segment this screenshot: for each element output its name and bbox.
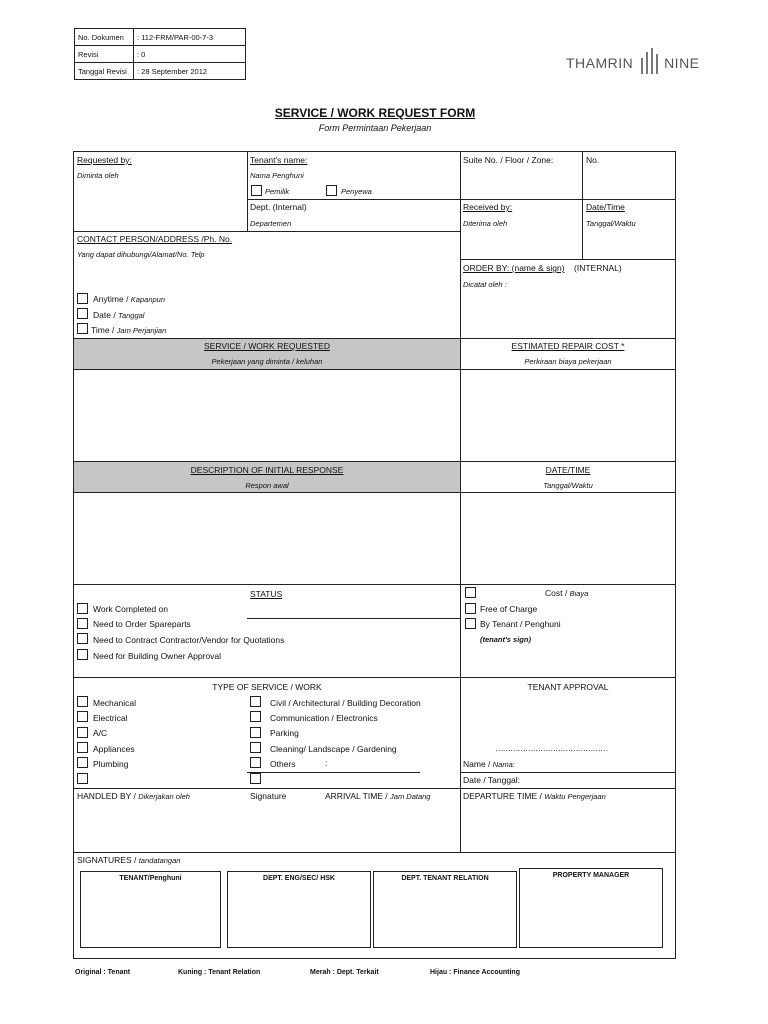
plumbing-checkbox[interactable] [77, 757, 88, 768]
contact-sub: Yang dapat dihubungi/Alamat/No. Telp [77, 250, 205, 259]
form-title: SERVICE / WORK REQUEST FORM [274, 106, 476, 120]
date-sub: Tanggal [118, 311, 145, 320]
parking-checkbox[interactable] [250, 727, 261, 738]
arrival-time-sub: Jam Datang [390, 792, 431, 801]
order-by-label [463, 263, 622, 273]
time-label [91, 325, 166, 335]
order-by-text: ORDER BY: (name & sign) [463, 263, 565, 273]
owner-approval-checkbox[interactable] [77, 649, 88, 660]
signature-box-property-manager-title: PROPERTY MANAGER [552, 872, 630, 879]
time-sub: Jam Perjanjian [116, 326, 167, 335]
signatures-text: SIGNATURES / [77, 855, 139, 865]
by-tenant-checkbox[interactable] [465, 618, 476, 629]
handled-by-label [77, 791, 190, 801]
owner-checkbox[interactable] [251, 185, 262, 196]
service-requested-sub: Pekerjaan yang diminta / keluhan [211, 357, 323, 366]
time-text: Time / [91, 325, 117, 335]
cost-sub: Biaya [569, 589, 589, 598]
signatures-sub: tandatangan [138, 856, 181, 865]
work-completed-checkbox[interactable] [77, 603, 88, 614]
time-checkbox[interactable] [77, 323, 88, 334]
cost-text: Cost / [545, 588, 570, 598]
mechanical-label: Mechanical [93, 698, 136, 708]
appliances-label: Appliances [93, 744, 135, 754]
free-of-charge-checkbox[interactable] [465, 603, 476, 614]
order-by-sub: Dicatat oleh : [463, 280, 507, 289]
signature-box-tenant-relation[interactable] [373, 871, 517, 948]
signatures-label [77, 855, 180, 865]
civil-checkbox[interactable] [250, 696, 261, 707]
blank-left-checkbox[interactable] [77, 773, 88, 784]
anytime-text: Anytime / [93, 294, 131, 304]
others-colon: : [325, 758, 328, 768]
cleaning-checkbox[interactable] [250, 742, 261, 753]
electrical-checkbox[interactable] [77, 711, 88, 722]
estimated-cost-header: ESTIMATED REPAIR COST * [511, 341, 625, 351]
contract-vendor-label: Need to Contract Contractor/Vendor for Quotations [93, 635, 285, 645]
logo-text-left: THAMRIN [566, 55, 634, 71]
requested-by-label: Requested by: [77, 155, 132, 165]
order-by-internal: (INTERNAL) [574, 263, 622, 273]
status-title: STATUS [250, 589, 283, 599]
ac-checkbox[interactable] [77, 727, 88, 738]
signature-label: Signature [250, 791, 287, 801]
received-by-sub: Diterima oleh [463, 219, 508, 228]
civil-label: Civil / Architectural / Building Decoration [270, 698, 421, 708]
signature-box-eng[interactable] [227, 871, 371, 948]
others-checkbox[interactable] [250, 757, 261, 768]
blank-right-checkbox[interactable] [250, 773, 261, 784]
electrical-label: Electrical [93, 713, 128, 723]
approval-date-label: Date / Tanggal: [463, 775, 521, 785]
signature-box-tenant-relation-title: DEPT. TENANT RELATION [401, 875, 489, 882]
service-requested-header: SERVICE / WORK REQUESTED [204, 341, 330, 351]
contact-label: CONTACT PERSON/ADDRESS /Ph. No. [77, 234, 233, 244]
appliances-checkbox[interactable] [77, 742, 88, 753]
anytime-sub: Kapanpun [130, 295, 165, 304]
signature-box-tenant[interactable] [80, 871, 221, 948]
communication-checkbox[interactable] [250, 711, 261, 722]
response-datetime-sub: Tanggal/Waktu [543, 481, 593, 490]
document-info-table [74, 28, 246, 80]
initial-response-header: DESCRIPTION OF INITIAL RESPONSE [190, 465, 344, 475]
initial-response-sub: Respon awal [245, 481, 289, 490]
doc-info-row [75, 63, 246, 80]
contract-vendor-checkbox[interactable] [77, 633, 88, 644]
doc-info-row [75, 29, 246, 46]
datetime-label: Date/Time [586, 202, 625, 212]
approval-name-text: Name / [463, 759, 493, 769]
owner-approval-label: Need for Building Owner Approval [93, 651, 222, 661]
suite-label: Suite No. / Floor / Zone: [463, 155, 554, 165]
free-of-charge-label: Free of Charge [480, 604, 538, 614]
plumbing-label: Plumbing [93, 759, 129, 769]
revision-value: : 0 [134, 46, 246, 63]
anytime-label [93, 294, 165, 304]
type-of-service-title: TYPE OF SERVICE / WORK [212, 682, 322, 692]
suite-number-label: No. [586, 155, 600, 165]
revision-date-value: : 28 September 2012 [134, 63, 246, 80]
footer-hijau: Hijau : Finance Accounting [430, 969, 520, 976]
signature-box-eng-title: DEPT. ENG/SEC/ HSK [263, 875, 335, 882]
renter-label: Penyewa [341, 187, 372, 196]
arrival-time-label [325, 791, 430, 801]
revision-label: Revisi [75, 46, 134, 63]
by-tenant-label: By Tenant / Penghuni [480, 619, 561, 629]
doc-number-label: No. Dokumen [75, 29, 134, 46]
signature-box-property-manager[interactable] [519, 868, 663, 948]
date-label [93, 310, 144, 320]
cleaning-label: Cleaning/ Landscape / Gardening [270, 744, 397, 754]
owner-label: Pemilik [265, 187, 290, 196]
tenant-name-sub: Nama Penghuni [250, 171, 304, 180]
form-subtitle: Form Permintaan Pekerjaan [318, 123, 432, 133]
date-text: Date / [93, 310, 119, 320]
parking-label: Parking [270, 728, 299, 738]
others-label: Others [270, 759, 296, 769]
mechanical-checkbox[interactable] [77, 696, 88, 707]
anytime-checkbox[interactable] [77, 293, 88, 304]
tenant-name-label: Tenant's name: [250, 155, 308, 165]
departure-time-label [463, 791, 606, 801]
requested-by-sub: Diminta oleh [77, 171, 119, 180]
ac-label: A/C [93, 728, 108, 738]
dept-label: Dept. (Internal) [250, 202, 307, 212]
building-logo-icon [638, 48, 660, 74]
received-by-label: Received by: [463, 202, 513, 212]
work-completed-label: Work Completed on [93, 604, 168, 614]
footer-kuning: Kuning : Tenant Relation [178, 969, 261, 976]
logo-text-right: NINE [664, 55, 700, 71]
datetime-sub: Tanggal/Waktu [586, 219, 636, 228]
response-datetime-header: DATE/TIME [545, 465, 591, 475]
order-spareparts-label: Need to Order Spareparts [93, 619, 191, 629]
dept-sub: Departemen [250, 219, 292, 228]
approval-name-sub: Nama: [492, 760, 515, 769]
footer-original: Original : Tenant [75, 969, 131, 976]
footer-merah: Merah : Dept. Terkait [310, 969, 379, 976]
estimated-cost-sub: Perkiraan biaya pekerjaan [524, 357, 612, 366]
arrival-time-text: ARRIVAL TIME / [325, 791, 391, 801]
doc-info-row [75, 46, 246, 63]
order-spareparts-checkbox[interactable] [77, 618, 88, 629]
doc-number-value: : 112-FRM/PAR-00-7-3 [134, 29, 246, 46]
handled-by-text: HANDLED BY / [77, 791, 139, 801]
departure-time-sub: Waktu Pengerjaan [544, 792, 606, 801]
tenant-checkbox[interactable] [326, 185, 337, 196]
revision-date-label: Tanggal Revisi [75, 63, 134, 80]
handled-by-sub: Dikerjakan oleh [138, 792, 190, 801]
approval-signature-line: ……………………………………… [495, 743, 608, 753]
tenant-sign-label: (tenant's sign) [480, 635, 531, 644]
cost-checkbox[interactable] [465, 587, 476, 598]
departure-time-text: DEPARTURE TIME / [463, 791, 545, 801]
communication-label: Communication / Electronics [270, 713, 378, 723]
date-checkbox[interactable] [77, 308, 88, 319]
tenant-approval-title: TENANT APPROVAL [527, 682, 609, 692]
cost-label [545, 588, 588, 598]
company-logo [566, 48, 700, 74]
signature-box-tenant-title: TENANT/Penghuni [119, 875, 182, 882]
approval-name-label [463, 759, 515, 769]
